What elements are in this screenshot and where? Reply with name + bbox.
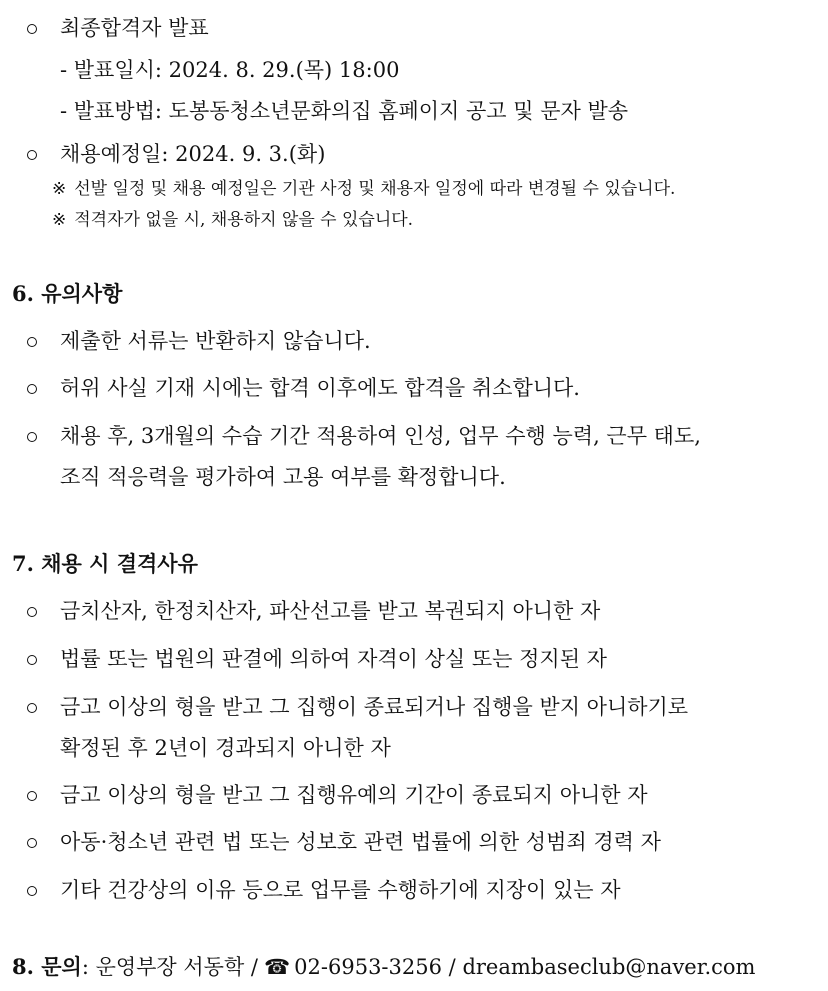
note-text: 선발 일정 및 채용 예정일은 기관 사정 및 채용자 일정에 따라 변경될 수 있습니다. [74, 179, 676, 199]
section-6-item: 허위 사실 기재 시에는 합격 이후에도 합격을 취소합니다. [60, 376, 580, 400]
contact-line [12, 956, 755, 978]
bullet-icon [27, 791, 37, 801]
bullet-icon [27, 384, 37, 394]
hire-date-line: 채용예정일: 2024. 9. 3.(화) [60, 142, 326, 166]
contact-person: : 운영부장 서동학 / [81, 955, 258, 979]
bullet-icon [27, 655, 37, 665]
hire-date-note-2 [52, 212, 413, 229]
section-7-item: 금고 이상의 형을 받고 그 집행이 종료되거나 집행을 받지 아니하기로 [60, 695, 689, 719]
section-7-item: 아동·청소년 관련 법 또는 성보호 관련 법률에 의한 성범죄 경력 자 [60, 830, 661, 854]
section-6-heading: 6. 유의사항 [12, 281, 123, 306]
section-6-item: 제출한 서류는 반환하지 않습니다. [60, 329, 371, 353]
contact-email[interactable]: dreambaseclub@naver.com [462, 955, 756, 979]
section-7-heading: 7. 채용 시 결격사유 [12, 551, 198, 576]
contact-separator: / [448, 955, 456, 979]
contact-label: 8. 문의 [12, 954, 82, 979]
announcement-date: - 발표일시: 2024. 8. 29.(목) 18:00 [60, 58, 400, 82]
section-7-item: 기타 건강상의 이유 등으로 업무를 수행하기에 지장이 있는 자 [60, 878, 621, 902]
section-7-item-continuation: 확정된 후 2년이 경과되지 아니한 자 [60, 736, 391, 760]
bullet-icon [27, 150, 37, 160]
bullet-icon [27, 337, 37, 347]
bullet-icon [27, 838, 37, 848]
bullet-icon [27, 607, 37, 617]
bullet-icon [27, 432, 37, 442]
section-7-item: 금치산자, 한정치산자, 파산선고를 받고 복권되지 아니한 자 [60, 599, 601, 623]
phone-icon: ☎ [264, 955, 291, 979]
section-7-item: 법률 또는 법원의 판결에 의하여 자격이 상실 또는 정지된 자 [60, 647, 607, 671]
section-6-item-continuation: 조직 적응력을 평가하여 고용 여부를 확정합니다. [60, 465, 506, 489]
contact-phone[interactable]: 02-6953-3256 [294, 955, 442, 979]
note-text: 적격자가 없을 시, 채용하지 않을 수 있습니다. [74, 210, 414, 230]
note-mark: ※ [52, 179, 67, 199]
note-mark: ※ [52, 210, 67, 230]
bullet-icon [27, 886, 37, 896]
section-7-item: 금고 이상의 형을 받고 그 집행유예의 기간이 종료되지 아니한 자 [60, 783, 648, 807]
bullet-icon [27, 703, 37, 713]
announcement-method: - 발표방법: 도봉동청소년문화의집 홈페이지 공고 및 문자 발송 [60, 99, 629, 123]
bullet-icon [27, 24, 37, 34]
announcement-title: 최종합격자 발표 [60, 16, 209, 40]
hire-date-note-1 [52, 181, 675, 198]
section-6-item: 채용 후, 3개월의 수습 기간 적용하여 인성, 업무 수행 능력, 근무 태도, [60, 424, 701, 448]
